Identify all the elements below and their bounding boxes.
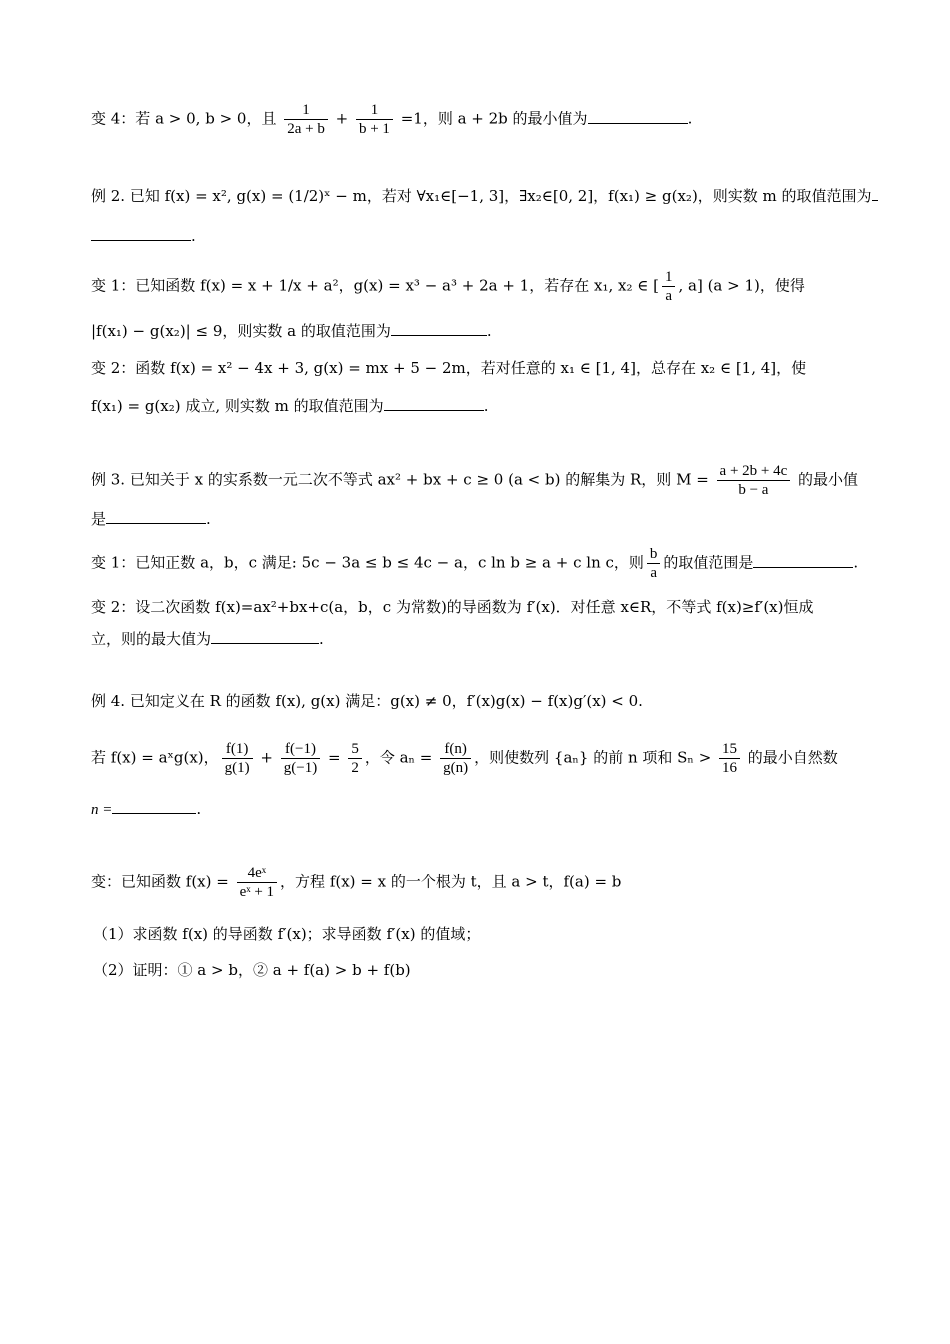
example-2-variant-2-cont [91,396,488,416]
fraction-denominator: b + 1 [356,119,393,138]
example-4-fraction-d [440,740,471,777]
example-3-variant-1-fraction [647,545,661,582]
fraction-numerator: 1 [302,102,310,118]
question-1-line [93,924,480,944]
example-4-fraction-c [348,740,362,777]
period: . [687,109,693,128]
example-4-part-3: ，则使数列 {aₙ} 的前 n 项和 Sₙ > [474,748,717,767]
example-3-prefix: 例 3. 已知关于 x 的实系数一元二次不等式 ax² + bx + c ≥ 0 (a < b) 的解集为 R，则 M = [91,470,714,489]
question-2-text: （2）证明：① a > b，② a + f(a) > b + f(b) [93,961,411,979]
fraction-numerator: 15 [722,741,738,757]
example-2-variant-1-line [91,268,805,305]
example-2-line [91,186,878,206]
period: . [196,800,202,818]
example-2-variant-1-suffix: , a] (a > 1)，使得 [678,276,805,295]
example-2-text: 例 2. 已知 f(x) = x², g(x) = (1/2)ˣ − m，若对 ∀x₁∈[−1, 3]，∃x₂∈[0, 2]，f(x₁) ≥ g(x₂)，则实数 m 的取值范围为 [91,187,872,205]
example-3-variant-2-line [91,597,814,617]
period: . [206,510,211,528]
example-3-variant-1-suffix: 的取值范围是 [663,553,754,572]
example-3-variant-2-text: 变 2：设二次函数 f(x)=ax²+bx+c(a，b，c 为常数)的导函数为 f′(x)．对任意 x∈R，不等式 f(x)≥f′(x)恒成 [91,598,814,616]
period: . [486,322,492,340]
fraction-denominator: a [647,563,661,582]
answer-blank[interactable] [753,553,853,568]
fraction-numerator: f(1) [225,741,249,757]
example-4-n-text: n = [91,802,113,818]
fraction-denominator: 2a + b [284,119,328,138]
example-2-variant-2-cont-text: f(x₁) = g(x₂) 成立, 则实数 m 的取值范围为 [91,397,384,415]
answer-blank[interactable] [391,321,487,336]
fraction-denominator: g(−1) [281,758,320,777]
period: . [319,630,324,648]
fraction-denominator: a [662,286,676,305]
example-4-line [91,691,643,711]
variant-4-suffix: =1，则 a + 2b 的最小值为 [395,109,588,128]
variant-4-prefix: 变 4：若 a > 0, b > 0，且 [91,109,282,128]
example-4-text: 例 4. 已知定义在 R 的函数 f(x), g(x) 满足：g(x) ≠ 0，f′(x)g(x) − f(x)g′(x) < 0. [91,692,643,710]
example-3-cont-text: 是 [91,510,107,528]
fraction-numerator: a + 2b + 4c [719,463,788,479]
example-3-variant-1-prefix: 变 1：已知正数 a，b，c 满足: 5c − 3a ≤ b ≤ 4c − a，c ln b ≥ a + c ln c，则 [91,553,644,572]
question-2-line [93,960,411,980]
answer-blank[interactable] [112,799,196,814]
example-2-blank-line [91,226,196,246]
fraction-denominator: g(1) [222,758,253,777]
answer-blank[interactable] [91,226,191,241]
variant-suffix: ，方程 f(x) = x 的一个根为 t，且 a > t，f(a) = b [280,872,622,891]
variant-prefix: 变：已知函数 f(x) = [91,872,234,891]
fraction-denominator: 16 [719,758,740,777]
example-2-variant-1-prefix: 变 1：已知函数 f(x) = x + 1/x + a²，g(x) = x³ − a³ + 2a + 1，若存在 x₁, x₂ ∈ [ [91,276,659,295]
example-4-cont [91,740,838,777]
example-3-variant-2-cont [91,629,324,649]
variant-4-line [91,101,692,138]
example-4-part-4: 的最小自然数 [743,748,838,767]
example-3-suffix: 的最小值 [793,470,859,489]
example-4-fraction-a [222,740,253,777]
fraction-numerator: 1 [664,269,673,285]
example-3-fraction [717,462,791,499]
example-2-variant-2-line [91,358,806,378]
variant-4-fraction-2 [356,101,393,138]
fraction-denominator: b − a [717,480,791,499]
plus-sign: + [255,748,278,767]
plus-sign: + [330,109,353,128]
example-4-n-line [91,799,201,820]
example-2-variant-1-fraction [662,268,676,305]
fraction-numerator: b [649,546,658,562]
period: . [191,227,196,245]
example-3-line [91,462,858,499]
example-2-variant-1-cont [91,321,492,341]
fraction-numerator: 5 [351,741,359,757]
variant-fraction [237,864,277,901]
equals-sign: = [323,748,346,767]
period: . [483,397,489,415]
example-4-fraction-e [719,740,740,777]
answer-blank[interactable] [588,109,688,124]
variant-line [91,864,621,901]
fraction-denominator: eˣ + 1 [237,882,277,901]
example-2-variant-2-text: 变 2：函数 f(x) = x² − 4x + 3, g(x) = mx + 5 − 2m，若对任意的 x₁ ∈ [1, 4]，总存在 x₂ ∈ [1, 4]，使 [91,359,807,377]
example-4-part-1: 若 f(x) = aˣg(x)， [91,748,219,767]
fraction-denominator: g(n) [440,758,471,777]
example-3-variant-2-cont-text: 立，则的最大值为 [91,630,212,648]
fraction-numerator: f(−1) [285,741,316,757]
example-4-fraction-b [281,740,320,777]
fraction-numerator: 4eˣ [247,865,267,881]
example-4-part-2: ，令 aₙ = [364,748,438,767]
answer-blank[interactable] [872,186,878,201]
example-2-variant-1-cont-text: |f(x₁) − g(x₂)| ≤ 9，则实数 a 的取值范围为 [91,322,391,340]
answer-blank[interactable] [384,396,484,411]
example-3-variant-1-line [91,545,858,582]
answer-blank[interactable] [211,629,319,644]
fraction-numerator: 1 [370,102,379,118]
variant-4-fraction-1 [284,101,328,138]
fraction-denominator: 2 [348,758,362,777]
answer-blank[interactable] [106,509,206,524]
example-3-cont [91,509,211,529]
fraction-numerator: f(n) [444,741,467,757]
question-1-text: （1）求函数 f(x) 的导函数 f′(x)；求导函数 f′(x) 的值域； [93,925,481,943]
period: . [853,553,859,572]
